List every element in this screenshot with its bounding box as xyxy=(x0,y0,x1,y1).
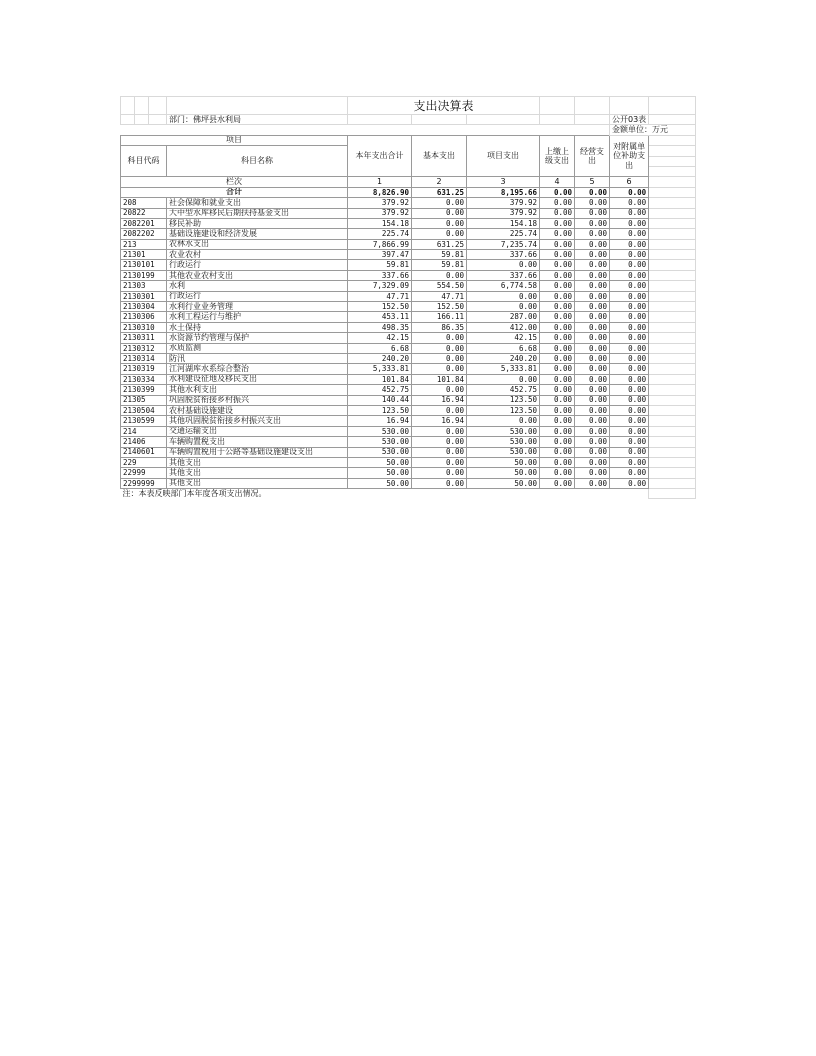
row-value: 0.00 xyxy=(610,447,649,457)
row-value: 0.00 xyxy=(540,416,575,426)
row-value: 0.00 xyxy=(610,374,649,384)
row-value: 0.00 xyxy=(575,426,610,436)
row-name: 其他支出 xyxy=(167,457,348,467)
row-value: 101.84 xyxy=(412,374,467,384)
row-value: 0.00 xyxy=(540,333,575,343)
row-code: 21303 xyxy=(121,281,167,291)
table-row xyxy=(121,353,696,363)
department-label: 部门：佛坪县水利局 xyxy=(167,115,348,125)
row-code: 208 xyxy=(121,198,167,208)
row-value: 0.00 xyxy=(540,364,575,374)
row-value: 0.00 xyxy=(467,416,540,426)
row-value: 0.00 xyxy=(540,468,575,478)
row-code: 2130314 xyxy=(121,353,167,363)
table-row xyxy=(121,312,696,322)
row-name: 其他水利支出 xyxy=(167,385,348,395)
row-value: 0.00 xyxy=(467,302,540,312)
row-value: 0.00 xyxy=(610,270,649,280)
row-value: 337.66 xyxy=(467,250,540,260)
total-cell: 631.25 xyxy=(412,187,467,197)
row-code: 21406 xyxy=(121,437,167,447)
row-value: 0.00 xyxy=(575,291,610,301)
table-row xyxy=(121,302,696,312)
row-value: 42.15 xyxy=(348,333,412,343)
table-row xyxy=(121,260,696,270)
row-name: 水利 xyxy=(167,281,348,291)
header-name: 科目名称 xyxy=(167,146,348,177)
row-value: 0.00 xyxy=(610,385,649,395)
table-row xyxy=(121,291,696,301)
table-row xyxy=(121,250,696,260)
row-value: 530.00 xyxy=(467,426,540,436)
row-value: 0.00 xyxy=(412,385,467,395)
row-value: 0.00 xyxy=(575,260,610,270)
row-value: 0.00 xyxy=(575,457,610,467)
row-value: 530.00 xyxy=(348,426,412,436)
row-value: 59.81 xyxy=(412,250,467,260)
row-name: 行政运行 xyxy=(167,260,348,270)
row-value: 0.00 xyxy=(412,353,467,363)
header-item: 项目 xyxy=(121,135,348,145)
row-code: 2130399 xyxy=(121,385,167,395)
table-row xyxy=(121,385,696,395)
row-code: 2299999 xyxy=(121,478,167,488)
row-code: 2130311 xyxy=(121,333,167,343)
row-name: 其他支出 xyxy=(167,468,348,478)
col-num: 2 xyxy=(412,177,467,187)
row-code: 2130319 xyxy=(121,364,167,374)
total-row xyxy=(121,187,696,197)
table-row xyxy=(121,229,696,239)
row-value: 154.18 xyxy=(467,218,540,228)
row-value: 452.75 xyxy=(467,385,540,395)
row-value: 0.00 xyxy=(610,364,649,374)
row-value: 5,333.81 xyxy=(467,364,540,374)
row-value: 0.00 xyxy=(610,302,649,312)
row-value: 0.00 xyxy=(540,260,575,270)
row-value: 0.00 xyxy=(412,468,467,478)
header-column-no: 栏次 xyxy=(121,177,348,187)
table-row xyxy=(121,405,696,415)
row-value: 0.00 xyxy=(575,447,610,457)
col-num: 5 xyxy=(575,177,610,187)
row-value: 225.74 xyxy=(467,229,540,239)
row-value: 123.50 xyxy=(467,405,540,415)
row-value: 397.47 xyxy=(348,250,412,260)
row-value: 554.50 xyxy=(412,281,467,291)
row-code: 2130304 xyxy=(121,302,167,312)
row-value: 0.00 xyxy=(467,374,540,384)
row-name: 基础设施建设和经济发展 xyxy=(167,229,348,239)
row-value: 0.00 xyxy=(540,229,575,239)
row-value: 0.00 xyxy=(610,322,649,332)
row-value: 287.00 xyxy=(467,312,540,322)
row-code: 21305 xyxy=(121,395,167,405)
row-name: 水土保持 xyxy=(167,322,348,332)
header-upper: 上缴上级支出 xyxy=(540,135,575,177)
row-value: 0.00 xyxy=(412,218,467,228)
page-title: 支出决算表 xyxy=(348,97,540,115)
row-value: 50.00 xyxy=(467,478,540,488)
row-value: 0.00 xyxy=(575,229,610,239)
row-value: 5,333.81 xyxy=(348,364,412,374)
row-value: 0.00 xyxy=(540,426,575,436)
row-value: 0.00 xyxy=(540,478,575,488)
row-name: 大中型水库移民后期扶持基金支出 xyxy=(167,208,348,218)
header-business: 经营支出 xyxy=(575,135,610,177)
table-row xyxy=(121,270,696,280)
row-value: 0.00 xyxy=(540,218,575,228)
row-value: 0.00 xyxy=(575,364,610,374)
row-code: 213 xyxy=(121,239,167,249)
row-value: 379.92 xyxy=(348,208,412,218)
total-cell: 0.00 xyxy=(540,187,575,197)
row-code: 2130599 xyxy=(121,416,167,426)
row-value: 0.00 xyxy=(540,312,575,322)
table-row xyxy=(121,478,696,488)
row-value: 0.00 xyxy=(575,281,610,291)
row-code: 21301 xyxy=(121,250,167,260)
row-value: 0.00 xyxy=(540,437,575,447)
row-value: 0.00 xyxy=(610,229,649,239)
table-row xyxy=(121,437,696,447)
row-code: 2130334 xyxy=(121,374,167,384)
row-value: 530.00 xyxy=(467,447,540,457)
row-value: 0.00 xyxy=(575,250,610,260)
row-name: 社会保障和就业支出 xyxy=(167,198,348,208)
row-value: 0.00 xyxy=(412,198,467,208)
unit-label: 金额单位：万元 xyxy=(610,125,696,135)
total-label: 合计 xyxy=(121,187,348,197)
row-code: 2082202 xyxy=(121,229,167,239)
row-value: 0.00 xyxy=(610,312,649,322)
row-value: 50.00 xyxy=(348,478,412,488)
row-value: 0.00 xyxy=(540,250,575,260)
row-value: 0.00 xyxy=(412,270,467,280)
row-code: 2130310 xyxy=(121,322,167,332)
row-value: 0.00 xyxy=(610,353,649,363)
row-value: 7,329.09 xyxy=(348,281,412,291)
row-value: 0.00 xyxy=(575,468,610,478)
table-row xyxy=(121,374,696,384)
row-value: 240.20 xyxy=(467,353,540,363)
row-value: 0.00 xyxy=(540,353,575,363)
table-row xyxy=(121,198,696,208)
row-name: 农业农村 xyxy=(167,250,348,260)
row-value: 6,774.58 xyxy=(467,281,540,291)
row-value: 379.92 xyxy=(467,208,540,218)
row-value: 0.00 xyxy=(575,385,610,395)
row-value: 530.00 xyxy=(348,447,412,457)
header-basic: 基本支出 xyxy=(412,135,467,177)
row-value: 0.00 xyxy=(610,478,649,488)
row-value: 16.94 xyxy=(412,416,467,426)
row-value: 0.00 xyxy=(610,333,649,343)
row-name: 水利行业业务管理 xyxy=(167,302,348,312)
row-value: 0.00 xyxy=(610,208,649,218)
row-value: 0.00 xyxy=(575,198,610,208)
row-value: 0.00 xyxy=(412,229,467,239)
table-row xyxy=(121,281,696,291)
row-code: 2130199 xyxy=(121,270,167,280)
row-code: 20822 xyxy=(121,208,167,218)
table-row xyxy=(121,343,696,353)
row-value: 0.00 xyxy=(540,374,575,384)
row-value: 0.00 xyxy=(540,291,575,301)
row-code: 2130504 xyxy=(121,405,167,415)
row-value: 0.00 xyxy=(540,385,575,395)
row-name: 水利工程运行与维护 xyxy=(167,312,348,322)
row-value: 0.00 xyxy=(540,281,575,291)
row-value: 0.00 xyxy=(610,416,649,426)
row-value: 0.00 xyxy=(610,291,649,301)
table-row xyxy=(121,416,696,426)
row-value: 0.00 xyxy=(575,437,610,447)
row-value: 0.00 xyxy=(575,416,610,426)
row-value: 123.50 xyxy=(467,395,540,405)
row-value: 0.00 xyxy=(467,291,540,301)
row-value: 412.00 xyxy=(467,322,540,332)
table-row xyxy=(121,218,696,228)
row-value: 379.92 xyxy=(467,198,540,208)
row-value: 0.00 xyxy=(412,364,467,374)
row-value: 240.20 xyxy=(348,353,412,363)
row-value: 47.71 xyxy=(412,291,467,301)
row-value: 50.00 xyxy=(467,468,540,478)
row-code: 2082201 xyxy=(121,218,167,228)
table-row xyxy=(121,426,696,436)
row-value: 0.00 xyxy=(540,322,575,332)
row-value: 0.00 xyxy=(412,447,467,457)
row-name: 防汛 xyxy=(167,353,348,363)
row-value: 101.84 xyxy=(348,374,412,384)
row-value: 0.00 xyxy=(540,208,575,218)
row-value: 0.00 xyxy=(575,333,610,343)
row-value: 0.00 xyxy=(575,322,610,332)
row-value: 0.00 xyxy=(610,395,649,405)
row-value: 154.18 xyxy=(348,218,412,228)
table-row xyxy=(121,322,696,332)
row-value: 0.00 xyxy=(610,468,649,478)
row-value: 152.50 xyxy=(412,302,467,312)
row-value: 50.00 xyxy=(348,457,412,467)
row-value: 0.00 xyxy=(540,405,575,415)
row-value: 0.00 xyxy=(412,457,467,467)
row-name: 交通运输支出 xyxy=(167,426,348,436)
row-value: 0.00 xyxy=(575,395,610,405)
row-value: 0.00 xyxy=(412,478,467,488)
row-value: 0.00 xyxy=(575,302,610,312)
total-cell: 8,826.90 xyxy=(348,187,412,197)
row-value: 0.00 xyxy=(575,353,610,363)
row-name: 移民补助 xyxy=(167,218,348,228)
table-row xyxy=(121,333,696,343)
table-row xyxy=(121,239,696,249)
row-value: 0.00 xyxy=(610,405,649,415)
row-value: 0.00 xyxy=(575,270,610,280)
col-num: 1 xyxy=(348,177,412,187)
row-value: 166.11 xyxy=(412,312,467,322)
row-value: 7,866.99 xyxy=(348,239,412,249)
row-value: 0.00 xyxy=(575,478,610,488)
table-row xyxy=(121,208,696,218)
row-value: 0.00 xyxy=(575,218,610,228)
row-code: 229 xyxy=(121,457,167,467)
row-value: 0.00 xyxy=(610,426,649,436)
total-cell: 0.00 xyxy=(575,187,610,197)
row-value: 50.00 xyxy=(348,468,412,478)
table-row xyxy=(121,447,696,457)
row-value: 0.00 xyxy=(610,218,649,228)
row-value: 16.94 xyxy=(348,416,412,426)
row-name: 水利建设征地及移民支出 xyxy=(167,374,348,384)
row-value: 0.00 xyxy=(575,239,610,249)
row-value: 0.00 xyxy=(540,270,575,280)
row-value: 0.00 xyxy=(540,239,575,249)
row-value: 498.35 xyxy=(348,322,412,332)
row-value: 0.00 xyxy=(610,281,649,291)
row-value: 6.68 xyxy=(348,343,412,353)
row-value: 337.66 xyxy=(348,270,412,280)
table-id: 公开03表 xyxy=(610,115,649,125)
total-cell: 0.00 xyxy=(610,187,649,197)
row-value: 0.00 xyxy=(610,198,649,208)
table-row xyxy=(121,457,696,467)
row-value: 0.00 xyxy=(610,239,649,249)
row-value: 379.92 xyxy=(348,198,412,208)
row-value: 337.66 xyxy=(467,270,540,280)
row-name: 行政运行 xyxy=(167,291,348,301)
row-value: 0.00 xyxy=(575,343,610,353)
row-value: 0.00 xyxy=(575,374,610,384)
row-name: 其他巩固脱贫衔接乡村振兴支出 xyxy=(167,416,348,426)
row-name: 巩固脱贫衔接乡村振兴 xyxy=(167,395,348,405)
row-value: 0.00 xyxy=(540,457,575,467)
row-value: 0.00 xyxy=(412,208,467,218)
row-value: 59.81 xyxy=(412,260,467,270)
row-value: 225.74 xyxy=(348,229,412,239)
header-project: 项目支出 xyxy=(467,135,540,177)
row-name: 农林水支出 xyxy=(167,239,348,249)
row-value: 0.00 xyxy=(412,343,467,353)
row-value: 0.00 xyxy=(575,405,610,415)
row-value: 6.68 xyxy=(467,343,540,353)
table-row xyxy=(121,468,696,478)
table-row xyxy=(121,364,696,374)
row-value: 16.94 xyxy=(412,395,467,405)
row-value: 0.00 xyxy=(575,312,610,322)
row-value: 530.00 xyxy=(348,437,412,447)
row-value: 452.75 xyxy=(348,385,412,395)
row-name: 车辆购置税支出 xyxy=(167,437,348,447)
row-name: 水质监测 xyxy=(167,343,348,353)
row-value: 0.00 xyxy=(412,333,467,343)
row-code: 2130306 xyxy=(121,312,167,322)
row-code: 214 xyxy=(121,426,167,436)
expenditure-table xyxy=(120,96,696,499)
row-value: 453.11 xyxy=(348,312,412,322)
row-code: 22999 xyxy=(121,468,167,478)
row-value: 0.00 xyxy=(412,437,467,447)
row-value: 0.00 xyxy=(610,343,649,353)
col-num: 6 xyxy=(610,177,649,187)
row-code: 2130301 xyxy=(121,291,167,301)
footnote: 注：本表反映部门本年度各项支出情况。 xyxy=(122,489,267,498)
row-value: 631.25 xyxy=(412,239,467,249)
header-code: 科目代码 xyxy=(121,146,167,177)
row-value: 0.00 xyxy=(467,260,540,270)
row-value: 7,235.74 xyxy=(467,239,540,249)
row-value: 0.00 xyxy=(540,302,575,312)
row-value: 0.00 xyxy=(412,405,467,415)
row-name: 农村基础设施建设 xyxy=(167,405,348,415)
row-value: 0.00 xyxy=(540,447,575,457)
row-code: 2130101 xyxy=(121,260,167,270)
header-total: 本年支出合计 xyxy=(348,135,412,177)
row-value: 0.00 xyxy=(610,250,649,260)
row-value: 50.00 xyxy=(467,457,540,467)
row-value: 47.71 xyxy=(348,291,412,301)
row-name: 水资源节约管理与保护 xyxy=(167,333,348,343)
table-row xyxy=(121,395,696,405)
row-code: 2130312 xyxy=(121,343,167,353)
total-cell: 8,195.66 xyxy=(467,187,540,197)
col-num: 3 xyxy=(467,177,540,187)
row-value: 0.00 xyxy=(412,426,467,436)
row-value: 152.50 xyxy=(348,302,412,312)
header-subsidiary: 对附属单位补助支出 xyxy=(610,135,649,177)
row-name: 江河湖库水系综合整治 xyxy=(167,364,348,374)
row-code: 2140601 xyxy=(121,447,167,457)
row-value: 530.00 xyxy=(467,437,540,447)
row-value: 0.00 xyxy=(610,457,649,467)
row-value: 42.15 xyxy=(467,333,540,343)
row-value: 0.00 xyxy=(540,343,575,353)
row-value: 86.35 xyxy=(412,322,467,332)
row-value: 0.00 xyxy=(540,198,575,208)
row-name: 车辆购置税用于公路等基础设施建设支出 xyxy=(167,447,348,457)
row-value: 0.00 xyxy=(575,208,610,218)
row-value: 0.00 xyxy=(540,395,575,405)
row-value: 123.50 xyxy=(348,405,412,415)
row-name: 其他支出 xyxy=(167,478,348,488)
col-num: 4 xyxy=(540,177,575,187)
row-name: 其他农业农村支出 xyxy=(167,270,348,280)
row-value: 59.81 xyxy=(348,260,412,270)
row-value: 0.00 xyxy=(610,260,649,270)
row-value: 140.44 xyxy=(348,395,412,405)
row-value: 0.00 xyxy=(610,437,649,447)
